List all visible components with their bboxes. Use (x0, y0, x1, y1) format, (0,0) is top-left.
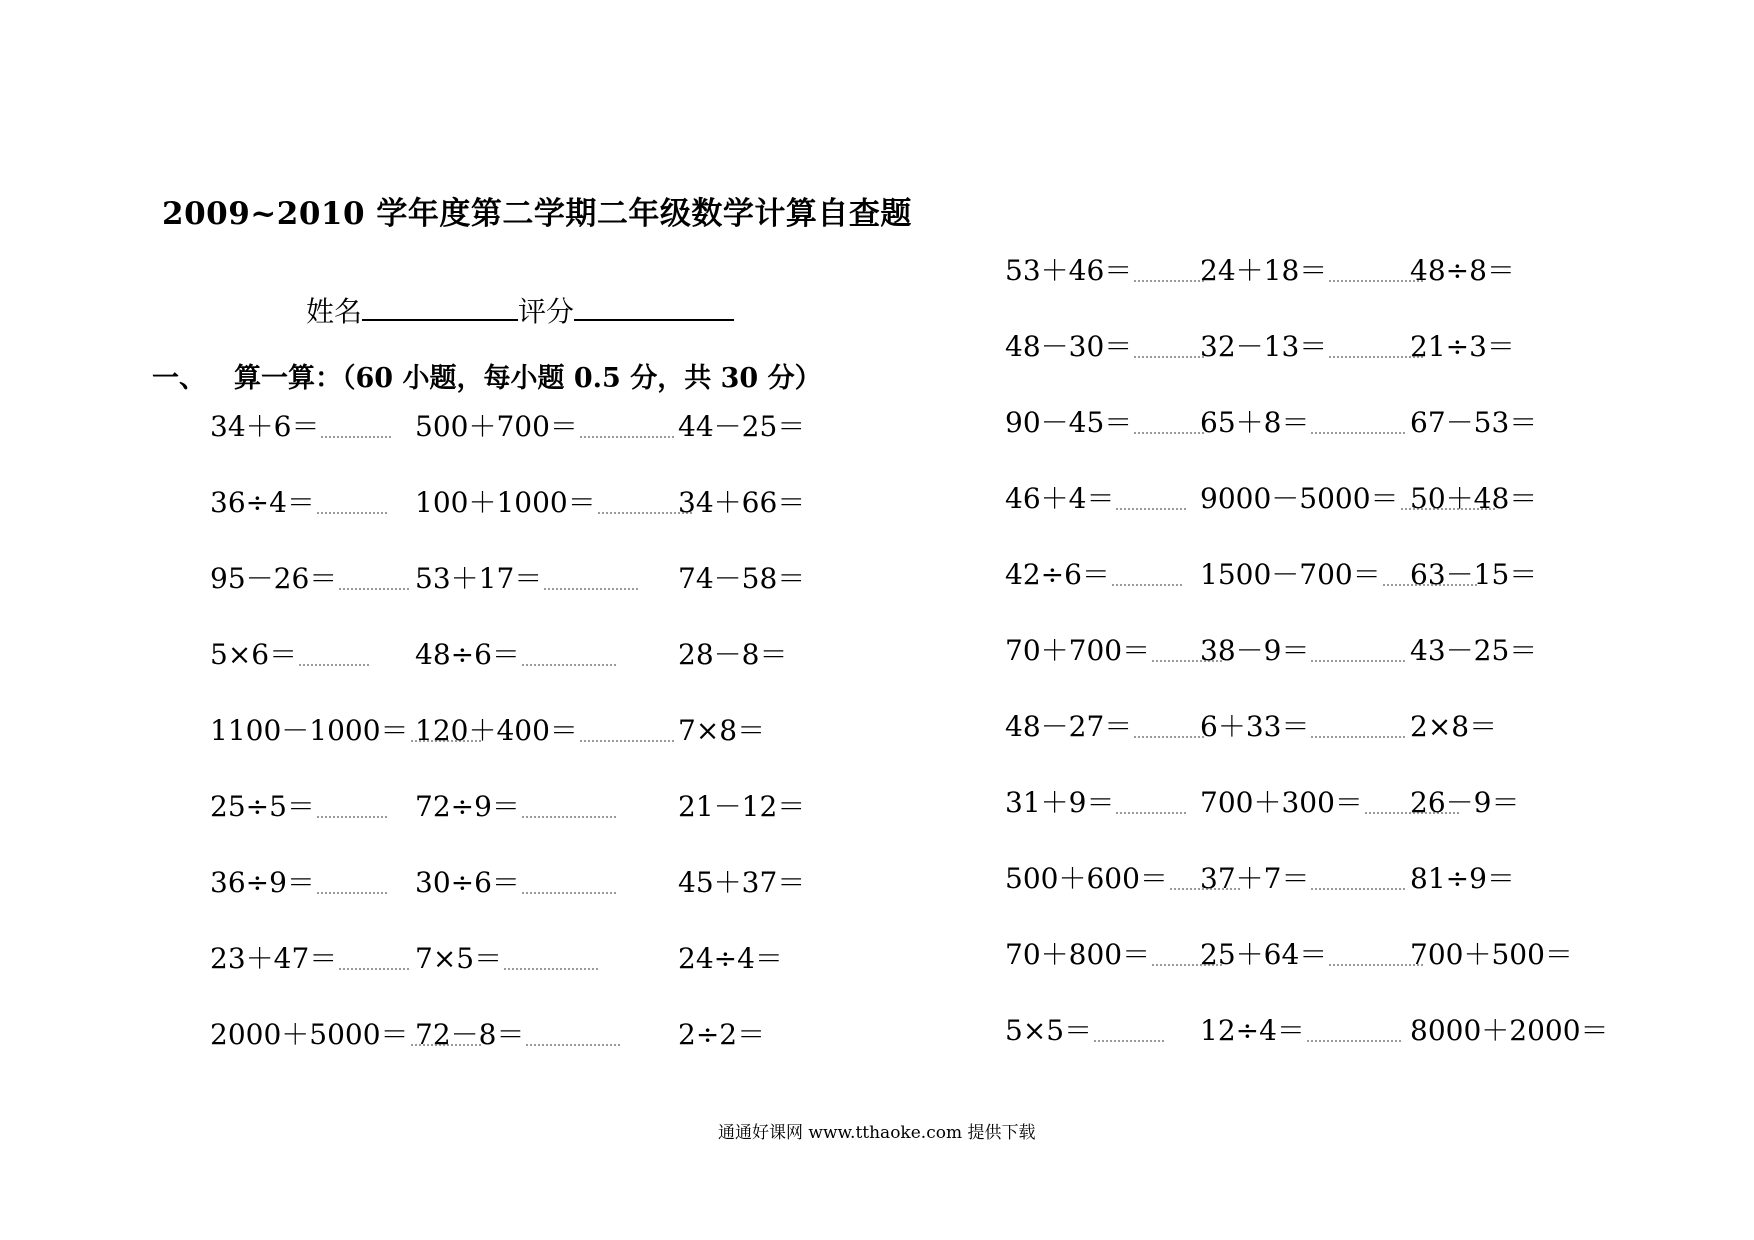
math-problem (1200, 406, 1405, 440)
math-problem (210, 410, 391, 444)
math-problem (1005, 254, 1204, 288)
math-problem (1005, 482, 1186, 516)
problem-text: 700＋300＝ (1200, 786, 1363, 819)
answer-dots[interactable] (1311, 424, 1405, 434)
student-info-line (306, 290, 734, 330)
answer-dots[interactable] (339, 580, 409, 590)
problem-text: 500＋600＝ (1005, 862, 1168, 895)
answer-dots[interactable] (321, 428, 391, 438)
math-problem (678, 486, 805, 520)
math-problem (1005, 634, 1222, 668)
answer-dots[interactable] (1116, 500, 1186, 510)
answer-dots[interactable] (1112, 576, 1182, 586)
problem-text: 90－45＝ (1005, 406, 1133, 439)
problem-text: 26－9＝ (1410, 786, 1520, 819)
problem-text: 1100－1000＝ (210, 714, 409, 747)
problem-text: 9000－5000＝ (1200, 482, 1399, 515)
problem-text: 120＋400＝ (415, 714, 578, 747)
answer-dots[interactable] (1307, 1032, 1401, 1042)
problem-text: 81÷9＝ (1410, 862, 1515, 895)
math-problem (1410, 1014, 1609, 1048)
problem-text: 63－15＝ (1410, 558, 1538, 591)
math-problem (415, 714, 674, 748)
problem-text: 95－26＝ (210, 562, 338, 595)
answer-dots[interactable] (544, 580, 638, 590)
score-label: 评分 (518, 295, 575, 328)
math-problem (1200, 938, 1423, 972)
math-problem (1200, 254, 1423, 288)
footer-credit: 通通好课网 www.tthaoke.com 提供下载 (718, 1123, 1036, 1143)
answer-dots[interactable] (317, 808, 387, 818)
problem-text: 5×6＝ (210, 638, 298, 671)
math-problem (1200, 330, 1423, 364)
math-problem (1005, 330, 1204, 364)
math-problem (415, 942, 598, 976)
answer-dots[interactable] (1134, 424, 1204, 434)
problem-text: 100＋1000＝ (415, 486, 596, 519)
math-problem (1005, 1014, 1164, 1048)
problem-text: 42÷6＝ (1005, 558, 1110, 591)
problem-text: 70＋800＝ (1005, 938, 1151, 971)
answer-dots[interactable] (1134, 728, 1204, 738)
answer-dots[interactable] (317, 884, 387, 894)
math-problem (678, 638, 787, 672)
answer-dots[interactable] (580, 428, 674, 438)
problem-text: 12÷4＝ (1200, 1014, 1305, 1047)
math-problem (1410, 482, 1537, 516)
math-problem (678, 714, 765, 748)
math-problem (210, 866, 387, 900)
math-problem (210, 562, 409, 596)
section-text: 算一算：（60 小题，每小题 0.5 分，共 30 分） (234, 363, 822, 394)
math-problem (1410, 710, 1497, 744)
problem-text: 36÷9＝ (210, 866, 315, 899)
section-heading (152, 356, 822, 395)
problem-text: 21－12＝ (678, 790, 806, 823)
section-number: 一、 (152, 363, 206, 394)
problem-text: 48－30＝ (1005, 330, 1133, 363)
problem-text: 6＋33＝ (1200, 710, 1310, 743)
problem-text: 5×5＝ (1005, 1014, 1093, 1047)
math-problem (678, 562, 805, 596)
answer-dots[interactable] (1134, 348, 1204, 358)
math-problem (415, 1018, 620, 1052)
math-problem (1410, 938, 1573, 972)
answer-dots[interactable] (299, 656, 369, 666)
problem-text: 37＋7＝ (1200, 862, 1310, 895)
math-problem (210, 638, 369, 672)
math-problem (415, 562, 638, 596)
problem-text: 53＋17＝ (415, 562, 543, 595)
answer-dots[interactable] (580, 732, 674, 742)
problem-text: 65＋8＝ (1200, 406, 1310, 439)
math-problem (1410, 330, 1515, 364)
name-blank[interactable] (362, 291, 518, 321)
math-problem (415, 638, 616, 672)
math-problem (1410, 634, 1537, 668)
problem-text: 45＋37＝ (678, 866, 806, 899)
math-problem (1005, 710, 1204, 744)
answer-dots[interactable] (522, 656, 616, 666)
math-problem (1410, 786, 1519, 820)
problem-text: 70＋700＝ (1005, 634, 1151, 667)
problem-text: 2000＋5000＝ (210, 1018, 409, 1051)
math-problem (1200, 862, 1405, 896)
problem-text: 8000＋2000＝ (1410, 1014, 1609, 1047)
math-problem (210, 486, 387, 520)
math-problem (415, 486, 692, 520)
problem-text: 34＋6＝ (210, 410, 320, 443)
problem-text: 30÷6＝ (415, 866, 520, 899)
answer-dots[interactable] (504, 960, 598, 970)
problem-text: 24÷4＝ (678, 942, 783, 975)
problem-text: 500＋700＝ (415, 410, 578, 443)
problem-text: 7×8＝ (678, 714, 766, 747)
math-problem (415, 410, 674, 444)
problem-text: 74－58＝ (678, 562, 806, 595)
problem-text: 48－27＝ (1005, 710, 1133, 743)
page-title: 2009~2010 学年度第二学期二年级数学计算自查题 (162, 196, 912, 232)
math-problem (210, 942, 409, 976)
problem-text: 38－9＝ (1200, 634, 1310, 667)
problem-text: 53＋46＝ (1005, 254, 1133, 287)
answer-dots[interactable] (1311, 652, 1405, 662)
math-problem (1005, 406, 1204, 440)
math-problem (1005, 786, 1186, 820)
score-blank[interactable] (574, 291, 734, 321)
answer-dots[interactable] (522, 884, 616, 894)
problem-text: 1500－700＝ (1200, 558, 1381, 591)
math-problem (1200, 634, 1405, 668)
math-problem (210, 790, 387, 824)
math-problem (1200, 710, 1405, 744)
problem-text: 46＋4＝ (1005, 482, 1115, 515)
problem-text: 2×8＝ (1410, 710, 1498, 743)
answer-dots[interactable] (1311, 880, 1405, 890)
answer-dots[interactable] (339, 960, 409, 970)
problem-text: 36÷4＝ (210, 486, 315, 519)
problem-text: 21÷3＝ (1410, 330, 1515, 363)
problem-text: 48÷6＝ (415, 638, 520, 671)
problem-text: 43－25＝ (1410, 634, 1538, 667)
math-problem (1410, 406, 1537, 440)
problem-text: 25÷5＝ (210, 790, 315, 823)
problem-text: 23＋47＝ (210, 942, 338, 975)
problem-text: 7×5＝ (415, 942, 503, 975)
problem-text: 25＋64＝ (1200, 938, 1328, 971)
problem-text: 2÷2＝ (678, 1018, 766, 1051)
name-label: 姓名 (306, 295, 363, 328)
math-problem (678, 410, 805, 444)
math-problem (415, 866, 616, 900)
answer-dots[interactable] (1094, 1032, 1164, 1042)
answer-dots[interactable] (522, 808, 616, 818)
problem-text: 24＋18＝ (1200, 254, 1328, 287)
answer-dots[interactable] (1134, 272, 1204, 282)
problem-text: 48÷8＝ (1410, 254, 1515, 287)
answer-dots[interactable] (526, 1036, 620, 1046)
problem-text: 72÷9＝ (415, 790, 520, 823)
problem-text: 28－8＝ (678, 638, 788, 671)
answer-dots[interactable] (317, 504, 387, 514)
problem-text: 31＋9＝ (1005, 786, 1115, 819)
math-problem (1005, 938, 1222, 972)
problem-text: 67－53＝ (1410, 406, 1538, 439)
math-problem (678, 942, 783, 976)
math-problem (415, 790, 616, 824)
problem-text: 32－13＝ (1200, 330, 1328, 363)
answer-dots[interactable] (1311, 728, 1405, 738)
math-problem (1410, 558, 1537, 592)
math-problem (1200, 1014, 1401, 1048)
problem-text: 50＋48＝ (1410, 482, 1538, 515)
math-problem (1410, 862, 1515, 896)
problem-text: 72－8＝ (415, 1018, 525, 1051)
problem-text: 700＋500＝ (1410, 938, 1573, 971)
math-problem (1410, 254, 1515, 288)
math-problem (678, 866, 805, 900)
math-problem (1005, 558, 1182, 592)
problem-text: 34＋66＝ (678, 486, 806, 519)
problem-text: 44－25＝ (678, 410, 806, 443)
math-problem (678, 790, 805, 824)
answer-dots[interactable] (1116, 804, 1186, 814)
math-problem (678, 1018, 765, 1052)
